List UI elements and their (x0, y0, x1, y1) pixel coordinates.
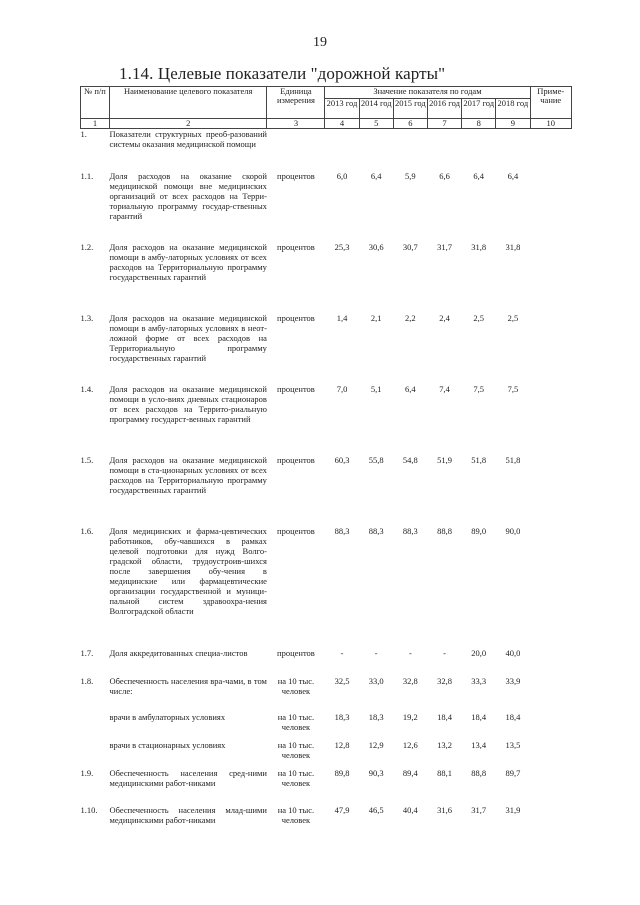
value-cell: 88,1 (437, 767, 452, 778)
value-cell: 88,3 (402, 525, 418, 536)
note-cell (530, 712, 572, 740)
value-cell: 25,3 (334, 241, 350, 252)
value-cell: 2,1 (370, 312, 382, 323)
note-cell (530, 384, 572, 455)
value-cell: 31,9 (505, 804, 521, 815)
indicator-name: Показатели структурных преоб-разований системы оказания медицинской помощи (109, 129, 267, 149)
column-number: 1 (81, 119, 110, 129)
value-cell: 6,4 (473, 170, 485, 181)
note-cell (530, 455, 572, 526)
indicator-name: Доля расходов на оказание медицинской помощи в амбу-латорных условиях от всех расходов на Территориальную программу государственных гарантий (109, 241, 267, 282)
table-row (81, 242, 572, 313)
value-cell: 51,8 (471, 454, 487, 465)
value-cell: 33,0 (368, 675, 384, 686)
unit-cell: на 10 тыс. человек (277, 767, 315, 788)
value-cell (359, 129, 393, 171)
header-year: 2016 год (427, 99, 461, 119)
unit-cell: процентов (277, 454, 315, 465)
unit-cell: на 10 тыс. человек (277, 804, 315, 825)
indicator-name: Обеспеченность населения вра-чами, в том числе: (109, 675, 267, 696)
value-cell: 18,4 (471, 711, 487, 722)
value-cell: 60,3 (334, 454, 350, 465)
value-cell: 89,0 (471, 525, 487, 536)
value-cell (496, 129, 530, 171)
section-heading: 1.14. Целевые показатели "дорожной карты" (119, 64, 446, 83)
table-row (81, 805, 572, 841)
value-cell: 88,8 (471, 767, 487, 778)
value-cell: - (443, 647, 446, 658)
indicator-name: Доля расходов на оказание медицинской помощи в ста-ционарных условиях от всех расходов на Территориальную программу государственных гарантий (109, 454, 267, 495)
note-cell (530, 129, 572, 171)
row-number: 1.3. (80, 312, 94, 323)
row-number: 1.2. (80, 241, 94, 252)
row-number (81, 712, 110, 740)
value-cell: 31,7 (471, 804, 487, 815)
value-cell: 18,4 (505, 711, 521, 722)
value-cell: 89,8 (334, 767, 350, 778)
value-cell: 18,4 (437, 711, 452, 722)
row-number: 1.6. (80, 525, 94, 536)
value-cell (462, 129, 496, 171)
value-cell: 32,8 (402, 675, 418, 686)
value-cell: 89,7 (505, 767, 521, 778)
indicator-name: Доля расходов на оказание медицинской помощи в амбу-латорных условиях в неот-ложной форме от всех расходов на Территориальную программу государственных гарантий (109, 312, 267, 363)
value-cell: 90,3 (368, 767, 384, 778)
value-cell: 13,5 (505, 739, 521, 750)
row-number: 1. (80, 129, 87, 139)
row-number (81, 740, 110, 768)
value-cell: 5,1 (370, 383, 382, 394)
table-row (81, 526, 572, 648)
note-cell (530, 740, 572, 768)
indicator-name: Доля расходов на оказание медицинской помощи в усло-виях дневных стационаров от всех расходов на Террито-риальную программу государст-венных гарантий (109, 383, 267, 424)
indicator-name: Доля аккредитованных специа-листов (109, 647, 248, 658)
value-cell: 12,6 (402, 739, 418, 750)
value-cell: 6,6 (439, 170, 450, 181)
row-number: 1.1. (80, 170, 94, 181)
value-cell: 6,4 (507, 170, 519, 181)
header-unit: Единица измерения (267, 87, 325, 119)
unit-cell: на 10 тыс. человек (277, 675, 315, 696)
indicator-name: врачи в амбулаторных условиях (109, 711, 226, 722)
header-year: 2013 год (325, 99, 359, 119)
table-row (81, 384, 572, 455)
unit-cell: процентов (277, 383, 315, 394)
header-year: 2014 год (359, 99, 393, 119)
value-cell: 33,9 (505, 675, 521, 686)
column-number: 3 (267, 119, 325, 129)
header-year: 2018 год (496, 99, 530, 119)
column-number: 5 (359, 119, 393, 129)
value-cell (427, 129, 461, 171)
note-cell (530, 768, 572, 805)
header-year: 2015 год (393, 99, 427, 119)
value-cell: 2,2 (405, 312, 416, 323)
row-number: 1.8. (80, 675, 94, 686)
note-cell (530, 313, 572, 384)
note-cell (530, 676, 572, 712)
value-cell: 32,8 (437, 675, 452, 686)
table-row (81, 712, 572, 740)
value-cell: 2,5 (473, 312, 485, 323)
value-cell: 6,4 (405, 383, 416, 394)
row-number: 1.4. (80, 383, 94, 394)
column-number: 9 (496, 119, 530, 129)
column-number: 2 (110, 119, 267, 129)
value-cell: 2,4 (439, 312, 450, 323)
table-row (81, 676, 572, 712)
value-cell: 88,8 (437, 525, 452, 536)
value-cell: 19,2 (402, 711, 418, 722)
value-cell: 13,2 (437, 739, 452, 750)
unit-cell: на 10 тыс. человек (277, 711, 315, 732)
value-cell: 31,7 (437, 241, 452, 252)
value-cell: 2,5 (507, 312, 519, 323)
value-cell: 31,8 (471, 241, 487, 252)
value-cell: 30,7 (402, 241, 418, 252)
header-note: Приме-чание (530, 87, 572, 119)
indicator-name: Доля медицинских и фарма-цевтических работников, обу-чавшихся в рамках целевой подготовки для нужд Волго-градской области, трудоустроив-шихся после завершения обу-чения в медицинские или фармацевтические организации государственной и муници-пальной систем здравоохра-нения Волгоградской области (109, 525, 267, 616)
value-cell: 32,5 (334, 675, 350, 686)
column-number: 6 (393, 119, 427, 129)
value-cell: 6,4 (370, 170, 382, 181)
value-cell (393, 129, 427, 171)
value-cell: 18,3 (334, 711, 350, 722)
value-cell: 12,9 (368, 739, 384, 750)
value-cell: 54,8 (402, 454, 418, 465)
note-cell (530, 648, 572, 676)
indicator-name: Обеспеченность населения сред-ними медицинскими работ-никами (109, 767, 267, 788)
row-number: 1.7. (80, 647, 94, 658)
value-cell: 30,6 (368, 241, 384, 252)
value-cell: 40,0 (505, 647, 521, 658)
value-cell: 12,8 (334, 739, 350, 750)
target-indicators-table (80, 86, 572, 841)
note-cell (530, 242, 572, 313)
value-cell: - (408, 647, 412, 658)
value-cell: 89,4 (402, 767, 418, 778)
column-number: 10 (530, 119, 572, 129)
row-number: 1.9. (80, 767, 94, 778)
value-cell: 55,8 (368, 454, 384, 465)
value-cell: 7,5 (507, 383, 519, 394)
value-cell: 7,4 (439, 383, 450, 394)
value-cell: 7,0 (336, 383, 348, 394)
row-number: 1.10. (80, 804, 98, 815)
value-cell: 31,8 (505, 241, 521, 252)
column-number: 7 (427, 119, 461, 129)
note-cell (530, 526, 572, 648)
value-cell: 88,3 (334, 525, 350, 536)
column-number: 8 (462, 119, 496, 129)
value-cell (325, 129, 359, 171)
column-number: 4 (325, 119, 359, 129)
value-cell: 51,9 (437, 454, 452, 465)
row-number: 1.5. (80, 454, 94, 465)
unit-cell: процентов (277, 241, 315, 252)
value-cell: 7,5 (473, 383, 485, 394)
value-cell: 46,5 (368, 804, 384, 815)
value-cell: 33,3 (471, 675, 487, 686)
value-cell: 18,3 (368, 711, 384, 722)
table-row (81, 648, 572, 676)
value-cell: 20,0 (471, 647, 487, 658)
unit-cell (267, 129, 325, 171)
value-cell: - (340, 647, 344, 658)
value-cell: 1,4 (336, 312, 348, 323)
unit-cell: процентов (277, 312, 315, 323)
table-row (81, 313, 572, 384)
indicator-name: Обеспеченность населения млад-шими медицинскими работ-никами (109, 804, 267, 825)
indicator-name: Доля расходов на оказание скорой медицинской помощи вне медицинских организаций от всех расходов на Терри-ториальную программу государ-ственных гарантий (109, 170, 267, 221)
unit-cell: процентов (277, 170, 315, 181)
unit-cell: процентов (277, 647, 315, 658)
value-cell: 51,8 (505, 454, 521, 465)
value-cell: - (374, 647, 378, 658)
header-num: № п/п (81, 87, 110, 119)
header-name: Наименование целевого показателя (110, 87, 267, 119)
value-cell: 13,4 (471, 739, 487, 750)
header-values-group: Значение показателя по годам (325, 87, 530, 99)
note-cell (530, 171, 572, 242)
value-cell: 5,9 (405, 170, 416, 181)
value-cell: 40,4 (402, 804, 418, 815)
table-row (81, 129, 572, 171)
value-cell: 6,0 (336, 170, 348, 181)
page-number: 19 (313, 35, 327, 50)
unit-cell: процентов (277, 525, 315, 536)
indicator-name: врачи в стационарных условиях (109, 739, 226, 750)
table-row (81, 768, 572, 805)
table-row (81, 740, 572, 768)
header-year: 2017 год (462, 99, 496, 119)
value-cell: 31,6 (437, 804, 452, 815)
value-cell: 47,9 (334, 804, 350, 815)
value-cell: 90,0 (505, 525, 521, 536)
value-cell: 88,3 (368, 525, 384, 536)
unit-cell: на 10 тыс. человек (277, 739, 315, 760)
note-cell (530, 805, 572, 841)
table-row (81, 171, 572, 242)
table-row (81, 455, 572, 526)
